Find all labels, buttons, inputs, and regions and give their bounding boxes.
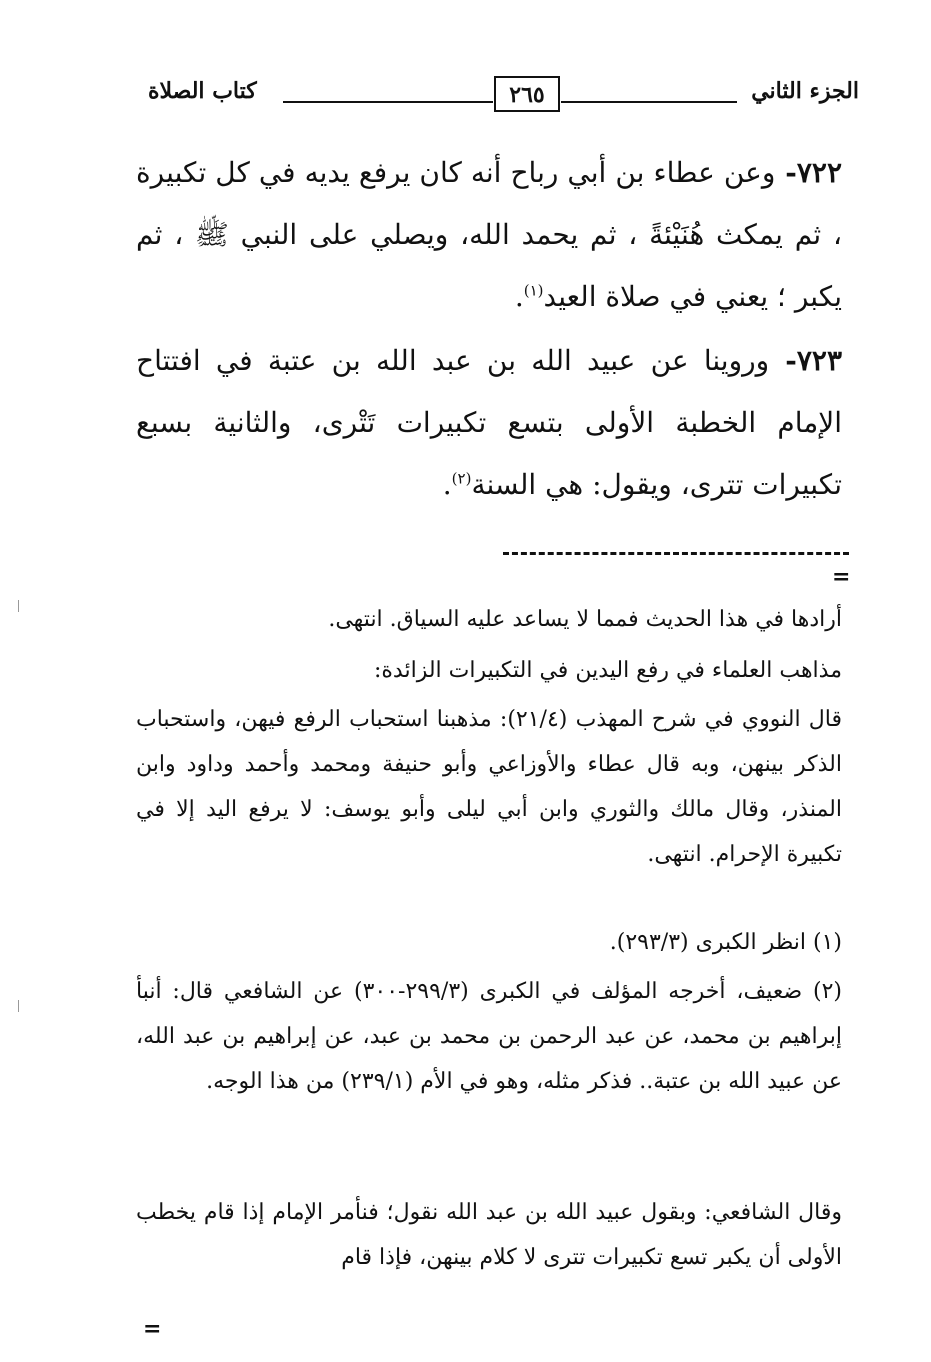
hadith-end: . <box>442 468 452 501</box>
hadith-number: ٧٢٢- <box>775 156 842 189</box>
footnote-separator <box>503 552 849 555</box>
hadith-text: وروينا عن عبيد الله بن عبد الله بن عتبة في افتتاح الإمام الخطبة الأولى بتسع تكبيرات تَتْرى، والثانية بسبع تكبيرات تترى، ويقول: هي السنة <box>136 344 842 501</box>
header-rule-left <box>283 101 493 103</box>
continuation-mark: = <box>832 564 851 590</box>
note-shafii: وقال الشافعي: وبقول عبيد الله بن عبد الله نقول؛ فنأمر الإمام إذا قام يخطب الأولى أن يكبر تسع تكبيرات تترى لا كلام بينهن، فإذا قام <box>136 1200 842 1270</box>
note-nawawi: قال النووي في شرح المهذب (٢١/٤): مذهبنا استحباب الرفع فيهن، واستحباب الذكر بينهن، وبه قال عطاء والأوزاعي وأبو حنيفة ومحمد وأحمد وداود وابن المنذر، وقال مالك والثوري وابن أبي ليلى وأبو يوسف: لا يرفع اليد إلا في تكبيرة الإحرام. انتهى. <box>136 707 842 867</box>
hadith-text: وعن عطاء بن أبي رباح أنه كان يرفع يديه في كل تكبيرة ، ثم يمكث هُنَيْئةً ، ثم يحمد الله، ويصلي على النبي ﷺ ، ثم يكبر ؛ يعني في صلاة العيد <box>136 156 842 313</box>
hadith-number: ٧٢٣- <box>769 344 842 377</box>
header-rule-right <box>561 101 737 103</box>
note-heading: مذاهب العلماء في رفع اليدين في التكبيرات الزائدة: <box>373 658 842 683</box>
running-head-book: كتاب الصلاة <box>148 78 257 104</box>
footnote-ref: (٢) <box>451 469 472 488</box>
page-number: ٢٦٥ <box>494 76 560 112</box>
hadith-723 <box>136 330 842 516</box>
continuation-mark-bottom: = <box>143 1316 162 1342</box>
scan-mark <box>18 600 19 612</box>
footnote-2: (٢) ضعيف، أخرجه المؤلف في الكبرى (٢٩٩/٣-٣٠٠) عن الشافعي قال: أنبأ إبراهيم بن محمد، عن عبد الرحمن بن محمد بن عبد، عن إبراهيم بن عبد الله، عن عبيد الله بن عتبة.. فذكر مثله، وهو في الأم (٢٣٩/١) من هذا الوجه. <box>136 979 842 1094</box>
footnote-ref: (١) <box>523 281 544 300</box>
note-continued: أرادها في هذا الحديث فمما لا يساعد عليه السياق. انتهى. <box>328 607 842 632</box>
hadith-end: . <box>514 280 524 313</box>
scan-mark <box>18 1000 19 1012</box>
footnote-1: (١) انظر الكبرى (٢٩٣/٣). <box>609 930 842 955</box>
running-head-part: الجزء الثاني <box>751 78 859 104</box>
hadith-722 <box>136 142 842 328</box>
